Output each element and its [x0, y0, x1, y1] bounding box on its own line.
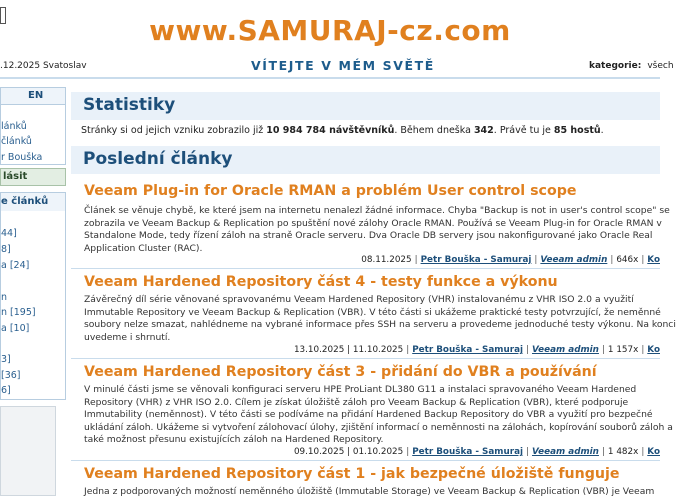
sidebar-link[interactable]: článků — [1, 136, 32, 147]
header-divider — [0, 77, 660, 79]
language-bar — [0, 87, 66, 105]
archive-item[interactable]: n [195] — [1, 307, 36, 318]
today-count: 342 — [473, 125, 494, 136]
article-excerpt: Závěrečný díl série věnované spravovanému Veeam Hardened Repository (VHR) instalovanému z VHR ISO 2.0 a využití Immutable Repository ve Veeam Backup & Replication (VBR). V této části si ukážeme praktické testy potvrzující, že neměnné soubory nelze smazat, nahlédneme na vybrané informace přes SSH na serveru a provedeme jednoduché testy výkonu. Na konci uvedeme i shrnutí. — [84, 294, 676, 343]
article-views: 646x — [616, 255, 639, 265]
visitor-count: 10 984 784 návštěvníků — [266, 125, 395, 136]
sidebar-link[interactable]: lánků — [1, 121, 27, 132]
welcome-heading: VÍTEJTE V MÉM SVĚTĚ — [251, 58, 435, 73]
archive-title: e článků — [1, 196, 49, 207]
article-date: 09.10.2025 | 01.10.2025 — [293, 447, 404, 457]
article-comments-link[interactable]: Ko — [647, 255, 660, 265]
archive-item[interactable]: [36] — [1, 370, 21, 381]
article-tag-link[interactable]: Veeam admin — [532, 447, 599, 457]
sidebar-archive — [0, 192, 66, 400]
category-label: kategorie: — [589, 61, 642, 71]
sidebar-menu — [0, 105, 66, 165]
article-author-link[interactable]: Petr Bouška - Samuraj — [412, 345, 524, 355]
sidebar-panel — [0, 406, 56, 496]
archive-item[interactable]: 44] — [1, 228, 17, 239]
archive-header — [1, 193, 65, 211]
login-button[interactable] — [0, 168, 66, 186]
article-meta: 13.10.2025 | 11.10.2025 | Petr Bouška - Samuraj | Veeam admin | 1 157x | Ko — [293, 345, 660, 355]
article-date: 13.10.2025 | 11.10.2025 — [293, 345, 404, 355]
stats-header — [71, 92, 660, 120]
article-excerpt: Jedna z podporovaných možností neměnného úložiště (Immutable Storage) ve Veeam Backup & Replication (VBR) je Veeam — [84, 486, 655, 497]
login-label: lásit — [3, 171, 28, 182]
archive-item[interactable]: a [10] — [1, 323, 30, 334]
article-comments-link[interactable]: Ko — [647, 447, 660, 457]
site-title[interactable]: www.SAMURAJ-cz.com — [149, 14, 511, 47]
article-author-link[interactable]: Petr Bouška - Samuraj — [412, 447, 524, 457]
article-divider — [71, 460, 660, 461]
archive-item[interactable]: a [24] — [1, 260, 30, 271]
archive-item[interactable]: 6] — [1, 385, 11, 396]
article-title[interactable]: Veeam Hardened Repository část 4 - testy funkce a výkonu — [84, 274, 558, 290]
archive-item[interactable]: 3] — [1, 354, 11, 365]
archive-item[interactable]: n — [1, 292, 8, 303]
stats-text: Stránky si od jejich vzniku zobrazilo již 10 984 784 návštěvníků. Během dneška 342. Právě tu je 85 hostů. — [81, 125, 604, 136]
stats-title: Statistiky — [83, 95, 176, 115]
articles-header — [71, 146, 660, 174]
article-meta: 08.11.2025 | Petr Bouška - Samuraj | Veeam admin | 646x | Ko — [361, 255, 660, 265]
article-tag-link[interactable]: Veeam admin — [532, 345, 599, 355]
category-selector[interactable] — [589, 61, 674, 71]
sidebar-link[interactable]: r Bouška — [1, 152, 43, 163]
article-comments-link[interactable]: Ko — [647, 345, 660, 355]
article-title[interactable]: Veeam Hardened Repository část 3 - přidání do VBR a používání — [84, 364, 597, 380]
articles-title: Poslední články — [83, 149, 233, 169]
article-views: 1 482x — [607, 447, 639, 457]
category-value[interactable]: všech — [647, 61, 674, 71]
article-divider — [71, 358, 660, 359]
archive-item[interactable]: 8] — [1, 244, 11, 255]
date-nameday: .12.2025 Svatoslav — [0, 61, 87, 71]
article-excerpt: V minulé části jsme se věnovali konfiguraci serveru HPE ProLiant DL380 G11 a instalaci spravovaného Veeam Hardened Repository (VHR) z VHR ISO 2.0. Cílem je získat úložiště záloh pro Veeam Backup & Replication (VBR), které podporuje Immutability (neměnnost). V této části se podíváme na přidání Hardened Backup Repository do VBR a využití pro bezpečné ukládání záloh. Ukážeme si vytvoření zálohovací úlohy, zjištění informací o neměnnosti na zálohách, kopírování souborů záloh a také možnost přesunu existujících záloh na Hardened Repository. — [84, 384, 673, 445]
article-tag-link[interactable]: Veeam admin — [540, 255, 608, 265]
article-meta: 09.10.2025 | 01.10.2025 | Petr Bouška - Samuraj | Veeam admin | 1 482x | Ko — [293, 447, 660, 457]
article-divider — [71, 268, 660, 269]
article-title[interactable]: Veeam Plug-in for Oracle RMAN a problém User control scope — [84, 183, 577, 199]
online-count: 85 hostů — [553, 125, 601, 136]
article-author-link[interactable]: Petr Bouška - Samuraj — [420, 255, 532, 265]
language-en-link[interactable]: EN — [28, 90, 44, 101]
article-date: 08.11.2025 — [361, 255, 412, 265]
article-title[interactable]: Veeam Hardened Repository část 1 - jak bezpečné úložiště funguje — [84, 466, 620, 482]
article-excerpt: Článek se věnuje chybě, ke které jsem na internetu nenalezl žádné informace. Chyba "Backup is not in user's control scope" se zobrazila ve Veeam Backup & Replication po spuštění nové zálohy Oracle RMAN. Používá se Veeam Plug-in for Oracle RMAN v Standalone Mode, tedy řízení záloh na straně Oracle serveru. Dva Oracle DB servery jsou nakonfigurované jako Oracle Real Application Cluster (RAC). — [84, 205, 670, 254]
article-views: 1 157x — [607, 345, 639, 355]
